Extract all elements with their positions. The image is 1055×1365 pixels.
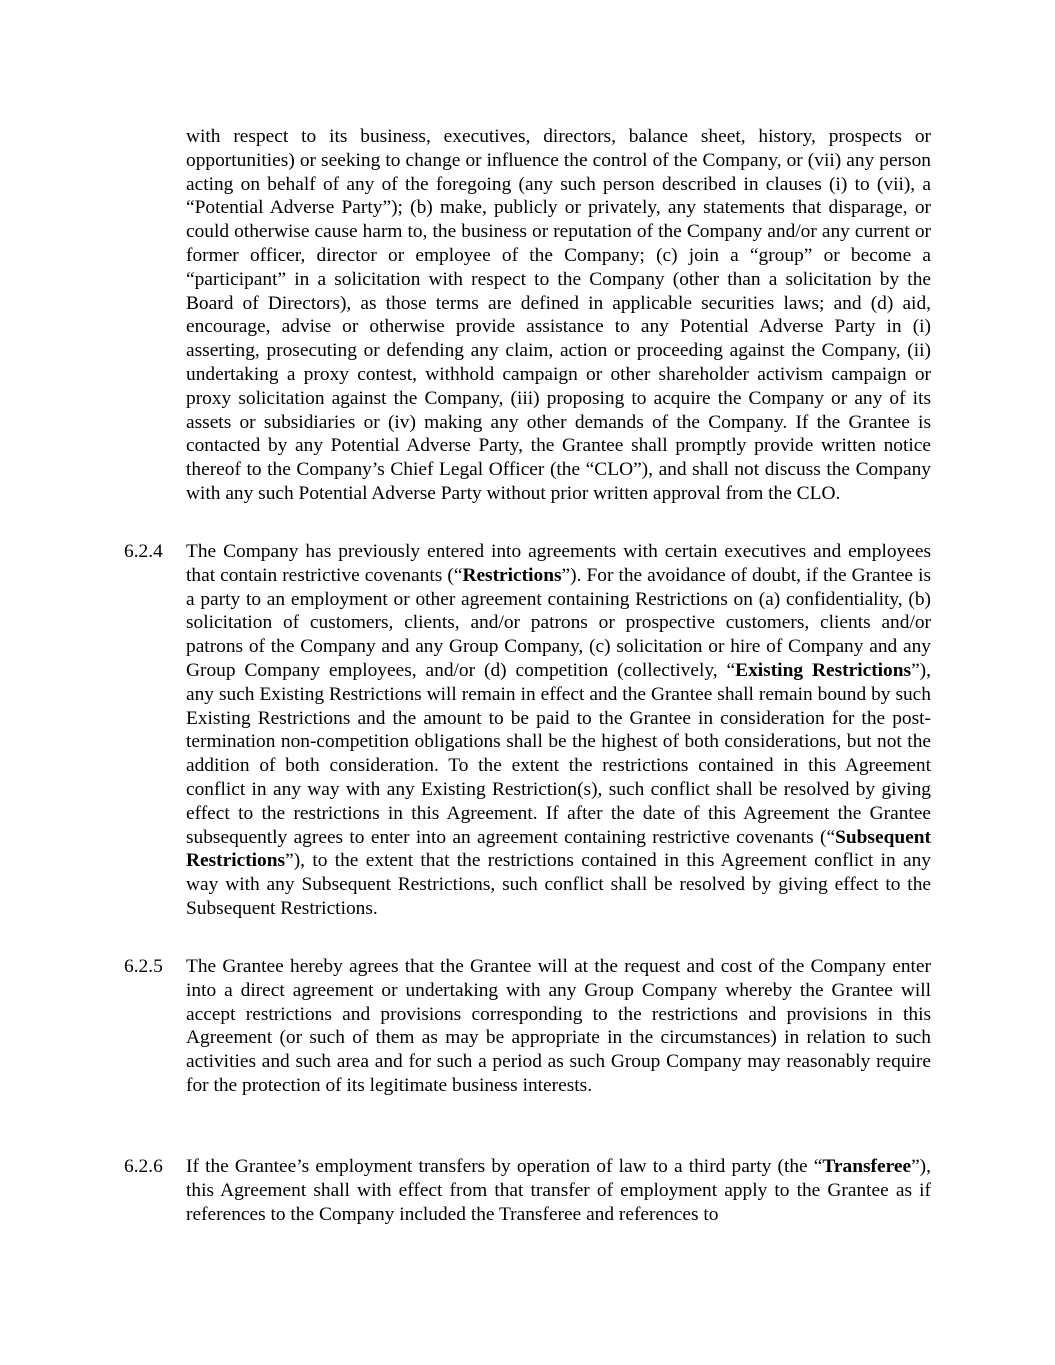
section-number: 6.2.4 — [124, 541, 163, 562]
section-body: The Grantee hereby agrees that the Grantee will at the request and cost of the Company enter into a direct agreement or undertaking with any Group Company whereby the Grantee will accept restrictions and provisions corresponding to the restrictions and provisions in this Agreement (or such of them as may be appropriate in the circumstances) in relation to such activities and such area and for such a period as such Group Company may reasonably require for the protection of its legitimate business interests. — [186, 956, 931, 1096]
defined-term-subsequent-restrictions: Subsequent Restrictions — [186, 826, 931, 872]
continuation-paragraph: with respect to its business, executives, directors, balance sheet, history, prospects or opportunities) or seeking to change or influence the control of the Company, or (vii) any person acting on behalf of any of the foregoing (any such person described in clauses (i) to (vii), a “Potential Adverse Party”); (b) make, publicly or privately, any statements that disparage, or could otherwise cause harm to, the business or reputation of the Company and/or any current or former officer, director or employee of the Company; (c) join a “group” or become a “participant” in a solicitation with respect to the Company (other than a solicitation by the Board of Directors), as those terms are defined in applicable securities laws; and (d) aid, encourage, advise or otherwise provide assistance to any Potential Adverse Party in (i) asserting, prosecuting or defending any claim, action or proceeding against the Company, (ii) undertaking a proxy contest, withhold campaign or other shareholder activism campaign or proxy solicitation against the Company, (iii) proposing to acquire the Company or any of its assets or subsidiaries or (iv) making any other demands of the Company. If the Grantee is contacted by any Potential Adverse Party, the Grantee shall promptly provide written notice thereof to the Company’s Chief Legal Officer (the “CLO”), and shall not discuss the Company with any such Potential Adverse Party without prior written approval from the CLO. — [186, 126, 931, 504]
section-number: 6.2.5 — [124, 956, 163, 977]
defined-term-transferee: Transferee — [822, 1156, 912, 1177]
section-6-2-5 — [124, 955, 931, 1098]
section-6-2-6 — [124, 1155, 931, 1226]
section-body: The Company has previously entered into agreements with certain executives and employees that contain restrictive covenants (“Restrictions”). For the avoidance of doubt, if the Grantee is a party to an employment or other agreement containing Restrictions on (a) confidentiality, (b) solicitation of customers, clients, and/or patrons or prospective customers, clients and/or patrons of the Company and any Group Company, (c) solicitation or hire of Company and any Group Company employees, and/or (d) competition (collectively, “Existing Restrictions”), any such Existing Restrictions will remain in effect and the Grantee shall remain bound by such Existing Restrictions and the amount to be paid to the Grantee in consideration for the post-termination non-competition obligations shall be the highest of both considerations, but not the addition of both consideration. To the extent the restrictions contained in this Agreement conflict in any way with any Existing Restriction(s), such conflict shall be resolved by giving effect to the restrictions in this Agreement. If after the date of this Agreement the Grantee subsequently agrees to enter into an agreement containing restrictive covenants (“Subsequent Restrictions”), to the extent that the restrictions contained in this Agreement conflict in any way with any Subsequent Restrictions, such conflict shall be resolved by giving effect to the Subsequent Restrictions. — [186, 541, 931, 919]
defined-term-restrictions: Restrictions — [462, 564, 562, 586]
section-body: If the Grantee’s employment transfers by operation of law to a third party (the “Transferee”), this Agreement shall with effect from that transfer of employment apply to the Grantee as if references to the Company included the Transferee and references to — [186, 1156, 931, 1225]
section-number: 6.2.6 — [124, 1156, 163, 1177]
defined-term-existing-restrictions: Existing Restrictions — [735, 659, 912, 681]
section-6-2-4 — [124, 540, 931, 921]
